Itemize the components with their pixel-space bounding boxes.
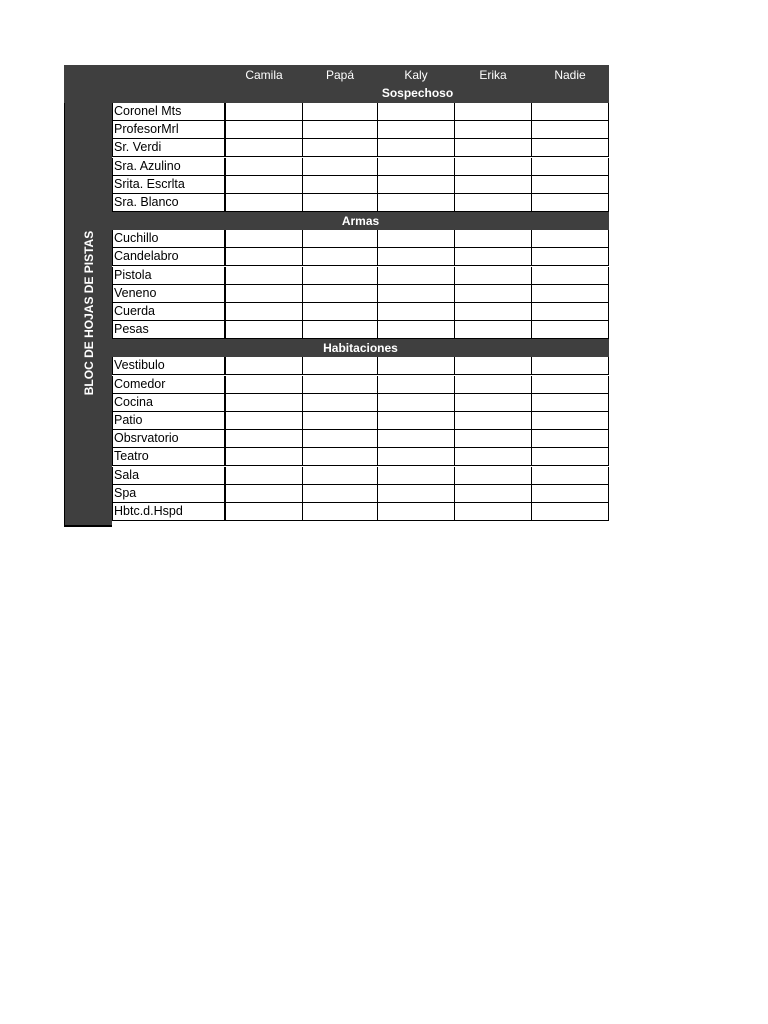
row-label: Spa: [112, 485, 226, 503]
check-cell[interactable]: [455, 194, 532, 212]
check-cell[interactable]: [378, 430, 455, 448]
check-cell[interactable]: [302, 176, 378, 194]
check-cell[interactable]: [455, 467, 532, 485]
row-label: Candelabro: [112, 248, 226, 266]
check-cell[interactable]: [378, 103, 455, 121]
check-cell[interactable]: [302, 376, 378, 394]
sheet-row: [112, 285, 609, 303]
check-cell[interactable]: [226, 376, 303, 394]
check-cell[interactable]: [226, 485, 303, 503]
section-title: Armas: [112, 212, 609, 230]
check-cell[interactable]: [226, 412, 303, 430]
sheet-row: [112, 321, 609, 339]
check-cell[interactable]: [302, 267, 378, 285]
check-cell[interactable]: [455, 176, 532, 194]
check-cell[interactable]: [378, 121, 455, 139]
sheet-row: [112, 485, 609, 503]
check-cell[interactable]: [455, 230, 532, 248]
check-cell[interactable]: [455, 103, 532, 121]
sheet-row: [112, 412, 609, 430]
row-label: Vestibulo: [112, 357, 226, 375]
check-cell[interactable]: [532, 485, 609, 503]
check-cell[interactable]: [455, 485, 532, 503]
check-cell[interactable]: [455, 412, 532, 430]
check-cell[interactable]: [378, 412, 455, 430]
check-cell[interactable]: [532, 412, 609, 430]
check-cell[interactable]: [226, 503, 303, 521]
check-cell[interactable]: [378, 485, 455, 503]
check-cell[interactable]: [455, 267, 532, 285]
row-label: Sra. Azulino: [112, 158, 226, 176]
check-cell[interactable]: [532, 321, 609, 339]
check-cell[interactable]: [532, 467, 609, 485]
row-label: Patio: [112, 412, 226, 430]
check-cell[interactable]: [226, 321, 303, 339]
row-label: Pesas: [112, 321, 226, 339]
section-title: Habitaciones: [112, 339, 609, 357]
check-cell[interactable]: [302, 248, 378, 266]
check-cell[interactable]: [455, 121, 532, 139]
row-label: Sra. Blanco: [112, 194, 226, 212]
check-cell[interactable]: [455, 394, 532, 412]
check-cell[interactable]: [378, 448, 455, 466]
check-cell[interactable]: [532, 448, 609, 466]
check-cell[interactable]: [378, 267, 455, 285]
clue-sheet: [64, 65, 609, 527]
check-cell[interactable]: [302, 285, 378, 303]
player-header: Camila: [245, 68, 283, 82]
check-cell[interactable]: [378, 321, 455, 339]
check-cell[interactable]: [532, 357, 609, 375]
player-header: Kaly: [404, 68, 428, 82]
check-cell[interactable]: [455, 430, 532, 448]
check-cell[interactable]: [302, 412, 378, 430]
check-cell[interactable]: [226, 448, 303, 466]
check-cell[interactable]: [302, 139, 378, 157]
check-cell[interactable]: [226, 430, 303, 448]
check-cell[interactable]: [455, 285, 532, 303]
check-cell[interactable]: [226, 394, 303, 412]
check-cell[interactable]: [455, 503, 532, 521]
sheet-row: [112, 467, 609, 485]
sheet-row: [112, 430, 609, 448]
check-cell[interactable]: [378, 158, 455, 176]
row-label: ProfesorMrl: [112, 121, 226, 139]
check-cell[interactable]: [302, 230, 378, 248]
sheet-row: [112, 158, 609, 176]
check-cell[interactable]: [455, 321, 532, 339]
sheet-row: [112, 376, 609, 394]
section-title-suspects: Sospechoso: [381, 86, 454, 100]
check-cell[interactable]: [532, 121, 609, 139]
check-cell[interactable]: [302, 394, 378, 412]
row-label: Srita. Escrlta: [112, 176, 226, 194]
check-cell[interactable]: [532, 394, 609, 412]
row-label: Cocina: [112, 394, 226, 412]
check-cell[interactable]: [302, 430, 378, 448]
row-label: Coronel Mts: [112, 103, 226, 121]
check-cell[interactable]: [455, 139, 532, 157]
sheet-row: [112, 357, 609, 375]
check-cell[interactable]: [226, 121, 303, 139]
sheet-row: [112, 248, 609, 266]
sheet-row: [112, 121, 609, 139]
check-cell[interactable]: [226, 194, 303, 212]
player-header: Papá: [325, 68, 355, 82]
check-cell[interactable]: [455, 248, 532, 266]
player-header: Nadie: [554, 68, 586, 82]
check-cell[interactable]: [226, 467, 303, 485]
check-cell[interactable]: [532, 139, 609, 157]
row-label: Comedor: [112, 376, 226, 394]
sheet-row: [112, 139, 609, 157]
check-cell[interactable]: [302, 103, 378, 121]
check-cell[interactable]: [226, 303, 303, 321]
check-cell[interactable]: [378, 248, 455, 266]
check-cell[interactable]: [378, 194, 455, 212]
check-cell[interactable]: [378, 230, 455, 248]
check-cell[interactable]: [455, 158, 532, 176]
row-label: Cuchillo: [112, 230, 226, 248]
row-label: Veneno: [112, 285, 226, 303]
row-label: Pistola: [112, 267, 226, 285]
check-cell[interactable]: [455, 357, 532, 375]
check-cell[interactable]: [532, 248, 609, 266]
check-cell[interactable]: [226, 248, 303, 266]
check-cell[interactable]: [302, 121, 378, 139]
check-cell[interactable]: [302, 448, 378, 466]
check-cell[interactable]: [302, 485, 378, 503]
row-label: Obsrvatorio: [112, 430, 226, 448]
side-title: BLOC DE HOJAS DE PISTAS: [82, 230, 96, 396]
check-cell[interactable]: [378, 285, 455, 303]
check-cell[interactable]: [378, 467, 455, 485]
sheet-row: [112, 267, 609, 285]
check-cell[interactable]: [532, 158, 609, 176]
check-cell[interactable]: [302, 194, 378, 212]
check-cell[interactable]: [302, 467, 378, 485]
check-cell[interactable]: [378, 376, 455, 394]
check-cell[interactable]: [532, 430, 609, 448]
check-cell[interactable]: [455, 376, 532, 394]
check-cell[interactable]: [378, 303, 455, 321]
check-cell[interactable]: [302, 321, 378, 339]
check-cell[interactable]: [226, 285, 303, 303]
check-cell[interactable]: [532, 194, 609, 212]
row-label: Sala: [112, 467, 226, 485]
check-cell[interactable]: [302, 357, 378, 375]
sheet-row: [112, 194, 609, 212]
check-cell[interactable]: [302, 303, 378, 321]
check-cell[interactable]: [532, 303, 609, 321]
check-cell[interactable]: [532, 267, 609, 285]
check-cell[interactable]: [226, 230, 303, 248]
check-cell[interactable]: [226, 139, 303, 157]
sheet-row: [112, 103, 609, 121]
check-cell[interactable]: [378, 394, 455, 412]
check-cell[interactable]: [226, 158, 303, 176]
sheet-row: [112, 503, 609, 521]
row-label: Hbtc.d.Hspd: [112, 503, 226, 521]
check-cell[interactable]: [455, 448, 532, 466]
check-cell[interactable]: [302, 503, 378, 521]
sheet-row: [112, 303, 609, 321]
player-header: Erika: [479, 68, 507, 82]
check-cell[interactable]: [532, 230, 609, 248]
sheet-row: [112, 448, 609, 466]
row-label: Cuerda: [112, 303, 226, 321]
sheet-row: [112, 176, 609, 194]
check-cell[interactable]: [532, 503, 609, 521]
check-cell[interactable]: [226, 267, 303, 285]
check-cell[interactable]: [532, 376, 609, 394]
check-cell[interactable]: [226, 103, 303, 121]
check-cell[interactable]: [378, 503, 455, 521]
check-cell[interactable]: [532, 285, 609, 303]
sheet-row: [112, 394, 609, 412]
check-cell[interactable]: [226, 176, 303, 194]
check-cell[interactable]: [378, 176, 455, 194]
side-banner: [64, 103, 112, 527]
check-cell[interactable]: [532, 176, 609, 194]
row-label: Teatro: [112, 448, 226, 466]
check-cell[interactable]: [302, 158, 378, 176]
header-band: [64, 65, 609, 103]
check-cell[interactable]: [455, 303, 532, 321]
check-cell[interactable]: [378, 357, 455, 375]
sheet-row: [112, 230, 609, 248]
row-label: Sr. Verdi: [112, 139, 226, 157]
check-cell[interactable]: [226, 357, 303, 375]
check-cell[interactable]: [378, 139, 455, 157]
check-cell[interactable]: [532, 103, 609, 121]
